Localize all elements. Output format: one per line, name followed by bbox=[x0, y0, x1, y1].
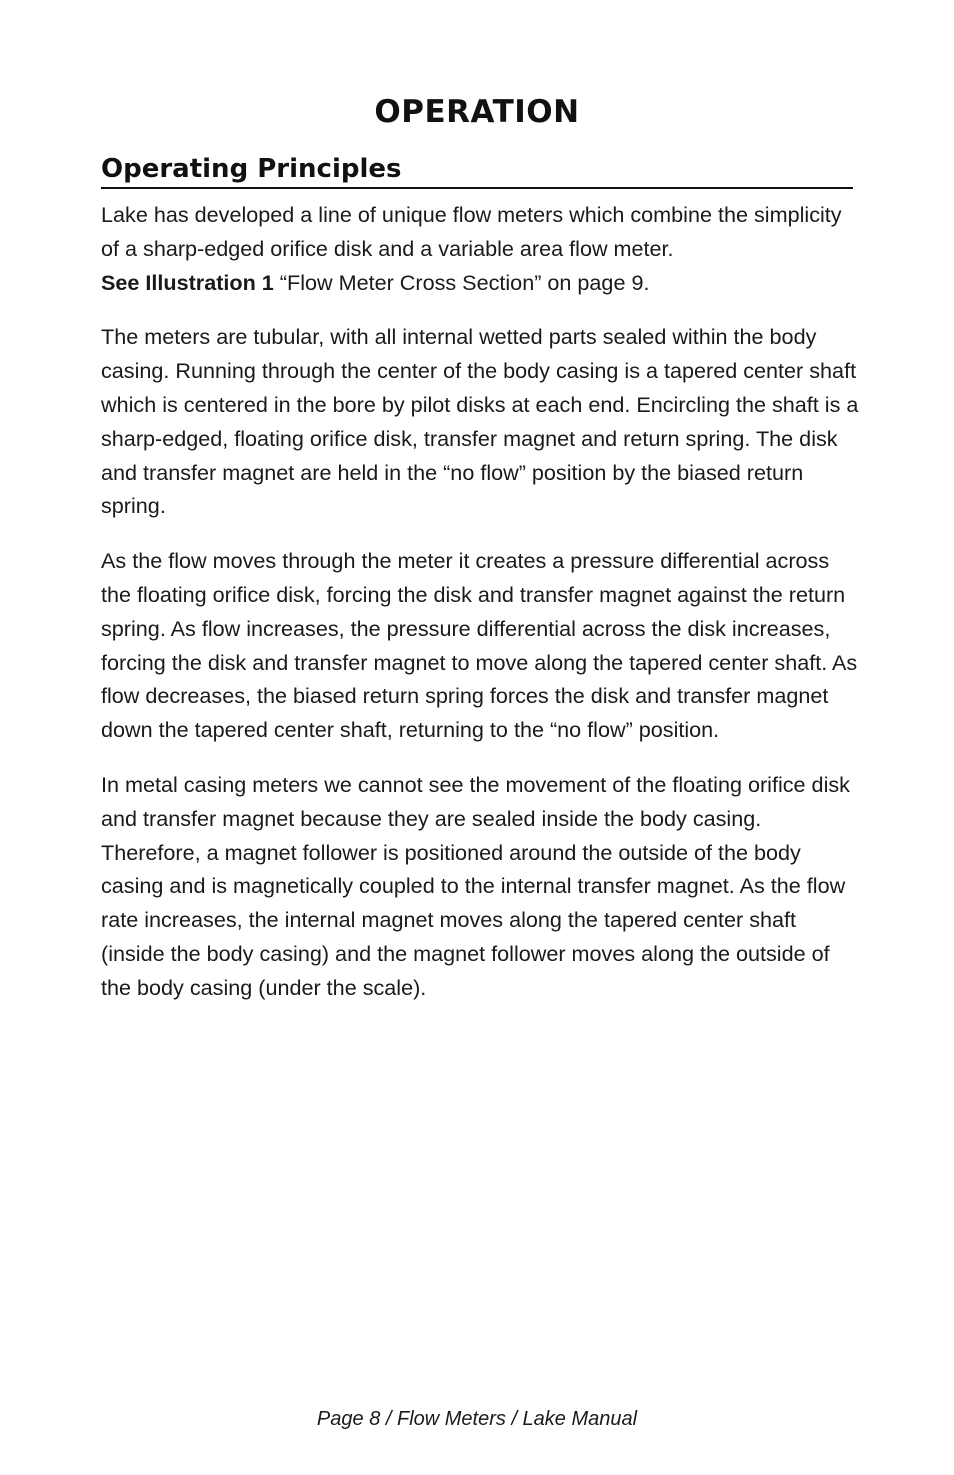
paragraph-construction: The meters are tubular, with all internal wetted parts sealed within the body casing. Running through the center of the body casing is a tapered center shaft which is centered in the bore by pilot disks at each end. Encircling the shaft is a sharp-edged, floating orifice disk, transfer magnet and return spring. The disk and transfer magnet are held in the “no flow” position by the biased return spring. bbox=[101, 324, 859, 519]
paragraph-magnet-follower: In metal casing meters we cannot see the movement of the floating orifice disk and transfer magnet because they are sealed inside the body casing. Therefore, a magnet follower is positioned around the outside of the body casing and is magnetically coupled to the internal transfer magnet. As the flow rate increases, the internal magnet moves along the tapered center shaft (inside the body casing) and the magnet follower moves along the outside of the body casing (under the scale). bbox=[101, 771, 850, 1000]
page-footer: Page 8 / Flow Meters / Lake Manual bbox=[316, 1408, 638, 1430]
illustration-reference-bold: See Illustration 1 bbox=[101, 269, 274, 295]
illustration-reference-text: “Flow Meter Cross Section” on page 9. bbox=[273, 269, 650, 295]
page-title: OPERATION bbox=[374, 94, 580, 130]
paragraph-intro bbox=[101, 198, 861, 299]
paragraph-flow-movement: As the flow moves through the meter it creates a pressure differential across the floating orifice disk, forcing the disk and transfer magnet against the return spring. As flow increases, the pressure differential across the disk increases, forcing the disk and transfer magnet to move along the tapered center shaft. As flow decreases, the biased return spring forces the disk and transfer magnet down the tapered center shaft, returning to the “no flow” position. bbox=[101, 548, 858, 743]
paragraph-intro-text: Lake has developed a line of unique flow meters which combine the simplicity of a sharp-edged orifice disk and a variable area flow meter. bbox=[101, 202, 842, 261]
section-heading: Operating Principles bbox=[101, 152, 853, 189]
body-text bbox=[101, 198, 861, 1026]
